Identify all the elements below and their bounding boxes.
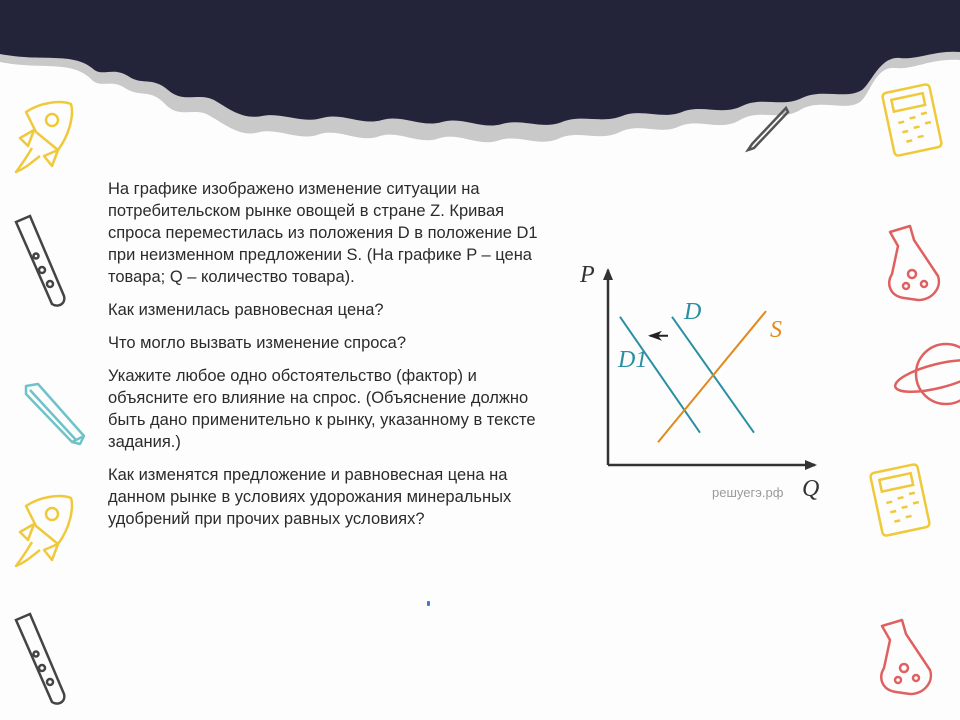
header-banner — [0, 0, 960, 180]
series-label-d1: D1 — [618, 346, 648, 373]
task-intro-paragraph: На графике изображено изменение ситуации на потребительском рынке овощей в стране Z. Кривая спроса переместилась из положения D в положение D1 при неизменном предложении S. (На графике P – цена товара; Q – количество товара). — [108, 180, 538, 286]
y-axis-label: P — [580, 262, 595, 288]
flask-icon — [876, 222, 956, 306]
calculator-icon — [880, 82, 950, 162]
test-tube-icon — [6, 610, 72, 710]
rocket-icon — [6, 92, 86, 180]
question-price-change: Как изменилась равновесная цена? — [108, 301, 384, 319]
series-label-s: S — [770, 317, 782, 344]
question-factor-explain: Укажите любое одно обстоятельство (фактор) и объясните его влияние на спрос. (Объяснение должно быть дано применительно к рынку, указанному в тексте задания.) — [108, 367, 536, 451]
series-line-s — [658, 311, 766, 442]
rocket-icon — [6, 486, 86, 574]
calculator-icon — [868, 462, 938, 542]
task-text — [108, 178, 538, 541]
flask-icon — [868, 616, 948, 700]
series-line-d1 — [620, 317, 700, 433]
question-demand-cause: Что могло вызвать изменение спроса? — [108, 334, 407, 352]
planet-icon — [894, 330, 960, 420]
banner-fill — [0, 0, 960, 126]
small-mark — [427, 601, 430, 606]
watermark: решуегэ.рф — [712, 485, 784, 500]
supply-demand-chart — [570, 250, 840, 510]
test-tube-icon — [6, 212, 72, 312]
series-label-d: D — [684, 298, 702, 325]
series-layer — [617, 299, 782, 442]
question-supply-change: Как изменятся предложение и равновесная цена на данном рынке в условиях удорожания минеральных удобрений при прочих равных условиях? — [108, 466, 512, 528]
x-axis-label: Q — [802, 476, 820, 502]
pencil-icon — [742, 104, 792, 154]
pencil-icon — [20, 380, 90, 450]
